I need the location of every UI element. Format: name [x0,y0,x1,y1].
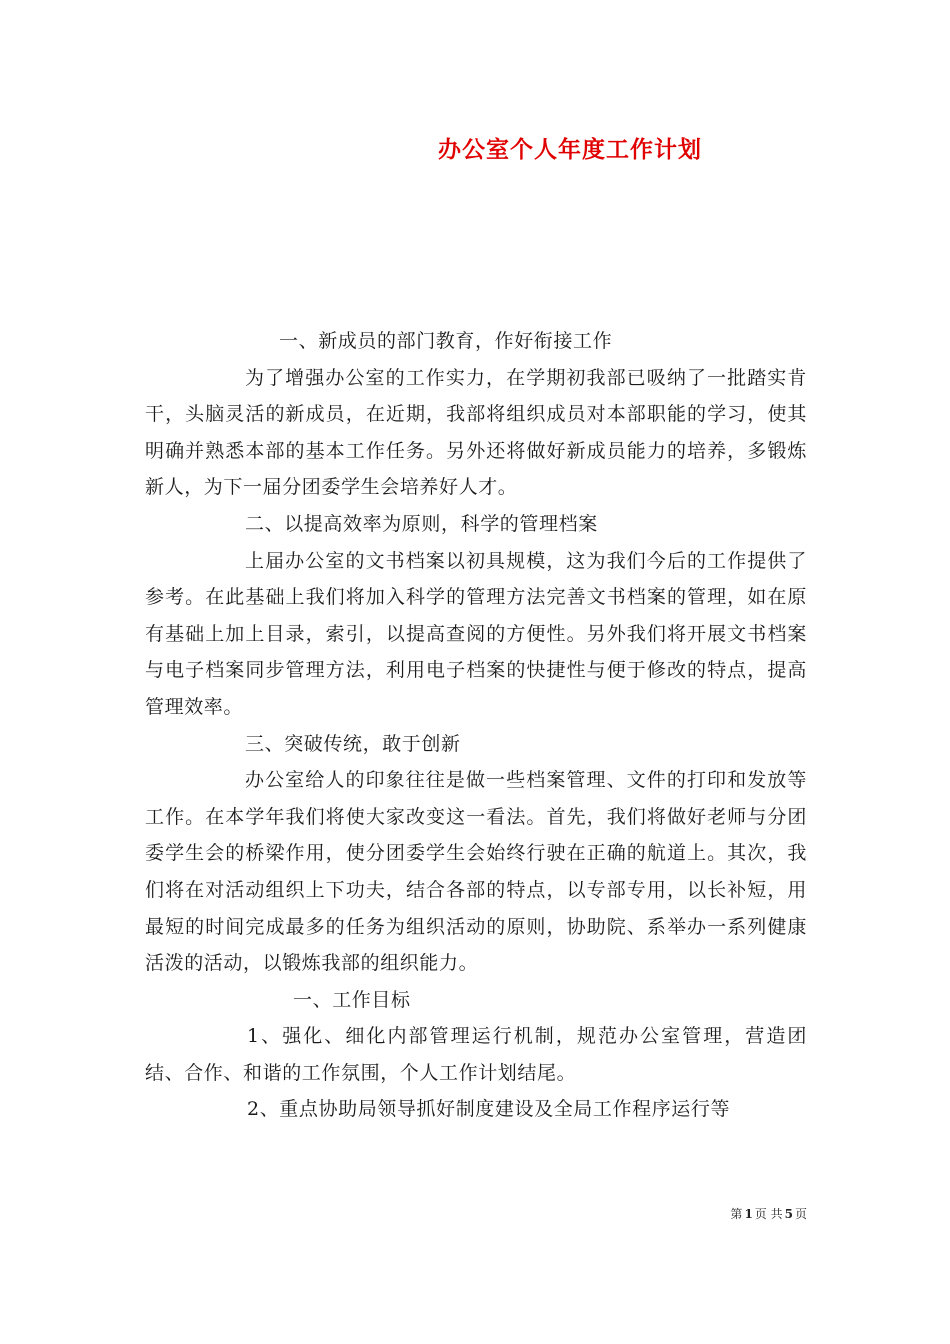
section-heading-2: 二、以提高效率为原则，科学的管理档案 [245,512,598,535]
footer-suffix: 页 [794,1207,807,1221]
section-heading-1: 一、新成员的部门教育，作好衔接工作 [279,330,613,352]
section-2-paragraph: 上届办公室的文书档案以初具规模，这为我们今后的工作提供了参考。在此基础上我们将加入科学的管理方法完善文书档案的管理，如在原有基础上加上目录，索引，以提高查阅的方便性。另外我们将开展文书档案与电子档案同步管理方法，利用电子档案的快捷性与便于修改的特点，提高管理效率。 [145,549,807,718]
page-number-footer [730,1206,807,1222]
goal-item-2: 2、重点协助局领导抓好制度建设及全局工作程序运行等 [247,1098,731,1121]
footer-current-page: 1 [744,1207,753,1221]
document-body [145,323,807,1128]
section-heading-3: 三、突破传统，敢于创新 [245,732,461,755]
section-3-paragraph: 办公室给人的印象往往是做一些档案管理、文件的打印和发放等工作。在本学年我们将使大家改变这一看法。首先，我们将做好老师与分团委学生会的桥梁作用，使分团委学生会始终行驶在正确的航道上。其次，我们将在对活动组织上下功夫，结合各部的特点，以专部专用，以长补短，用最短的时间完成最多的任务为组织活动的原则，协助院、系举办一系列健康活泼的活动，以锻炼我部的组织能力。 [145,769,807,975]
section-1-paragraph: 为了增强办公室的工作实力，在学期初我部已吸纳了一批踏实肯干，头脑灵活的新成员，在近期，我部将组织成员对本部职能的学习，使其明确并熟悉本部的基本工作任务。另外还将做好新成员能力的培养，多锻炼新人，为下一届分团委学生会培养好人才。 [145,366,807,499]
document-title: 办公室个人年度工作计划 [438,136,702,163]
footer-prefix: 第 [730,1207,743,1221]
goals-heading: 一、工作目标 [293,988,411,1011]
goal-item-1: 1、强化、细化内部管理运行机制，规范办公室管理，营造团结、合作、和谐的工作氛围，个人工作计划结尾。 [145,1025,807,1084]
footer-total-pages: 5 [784,1207,793,1221]
footer-middle: 页 共 [754,1207,783,1221]
